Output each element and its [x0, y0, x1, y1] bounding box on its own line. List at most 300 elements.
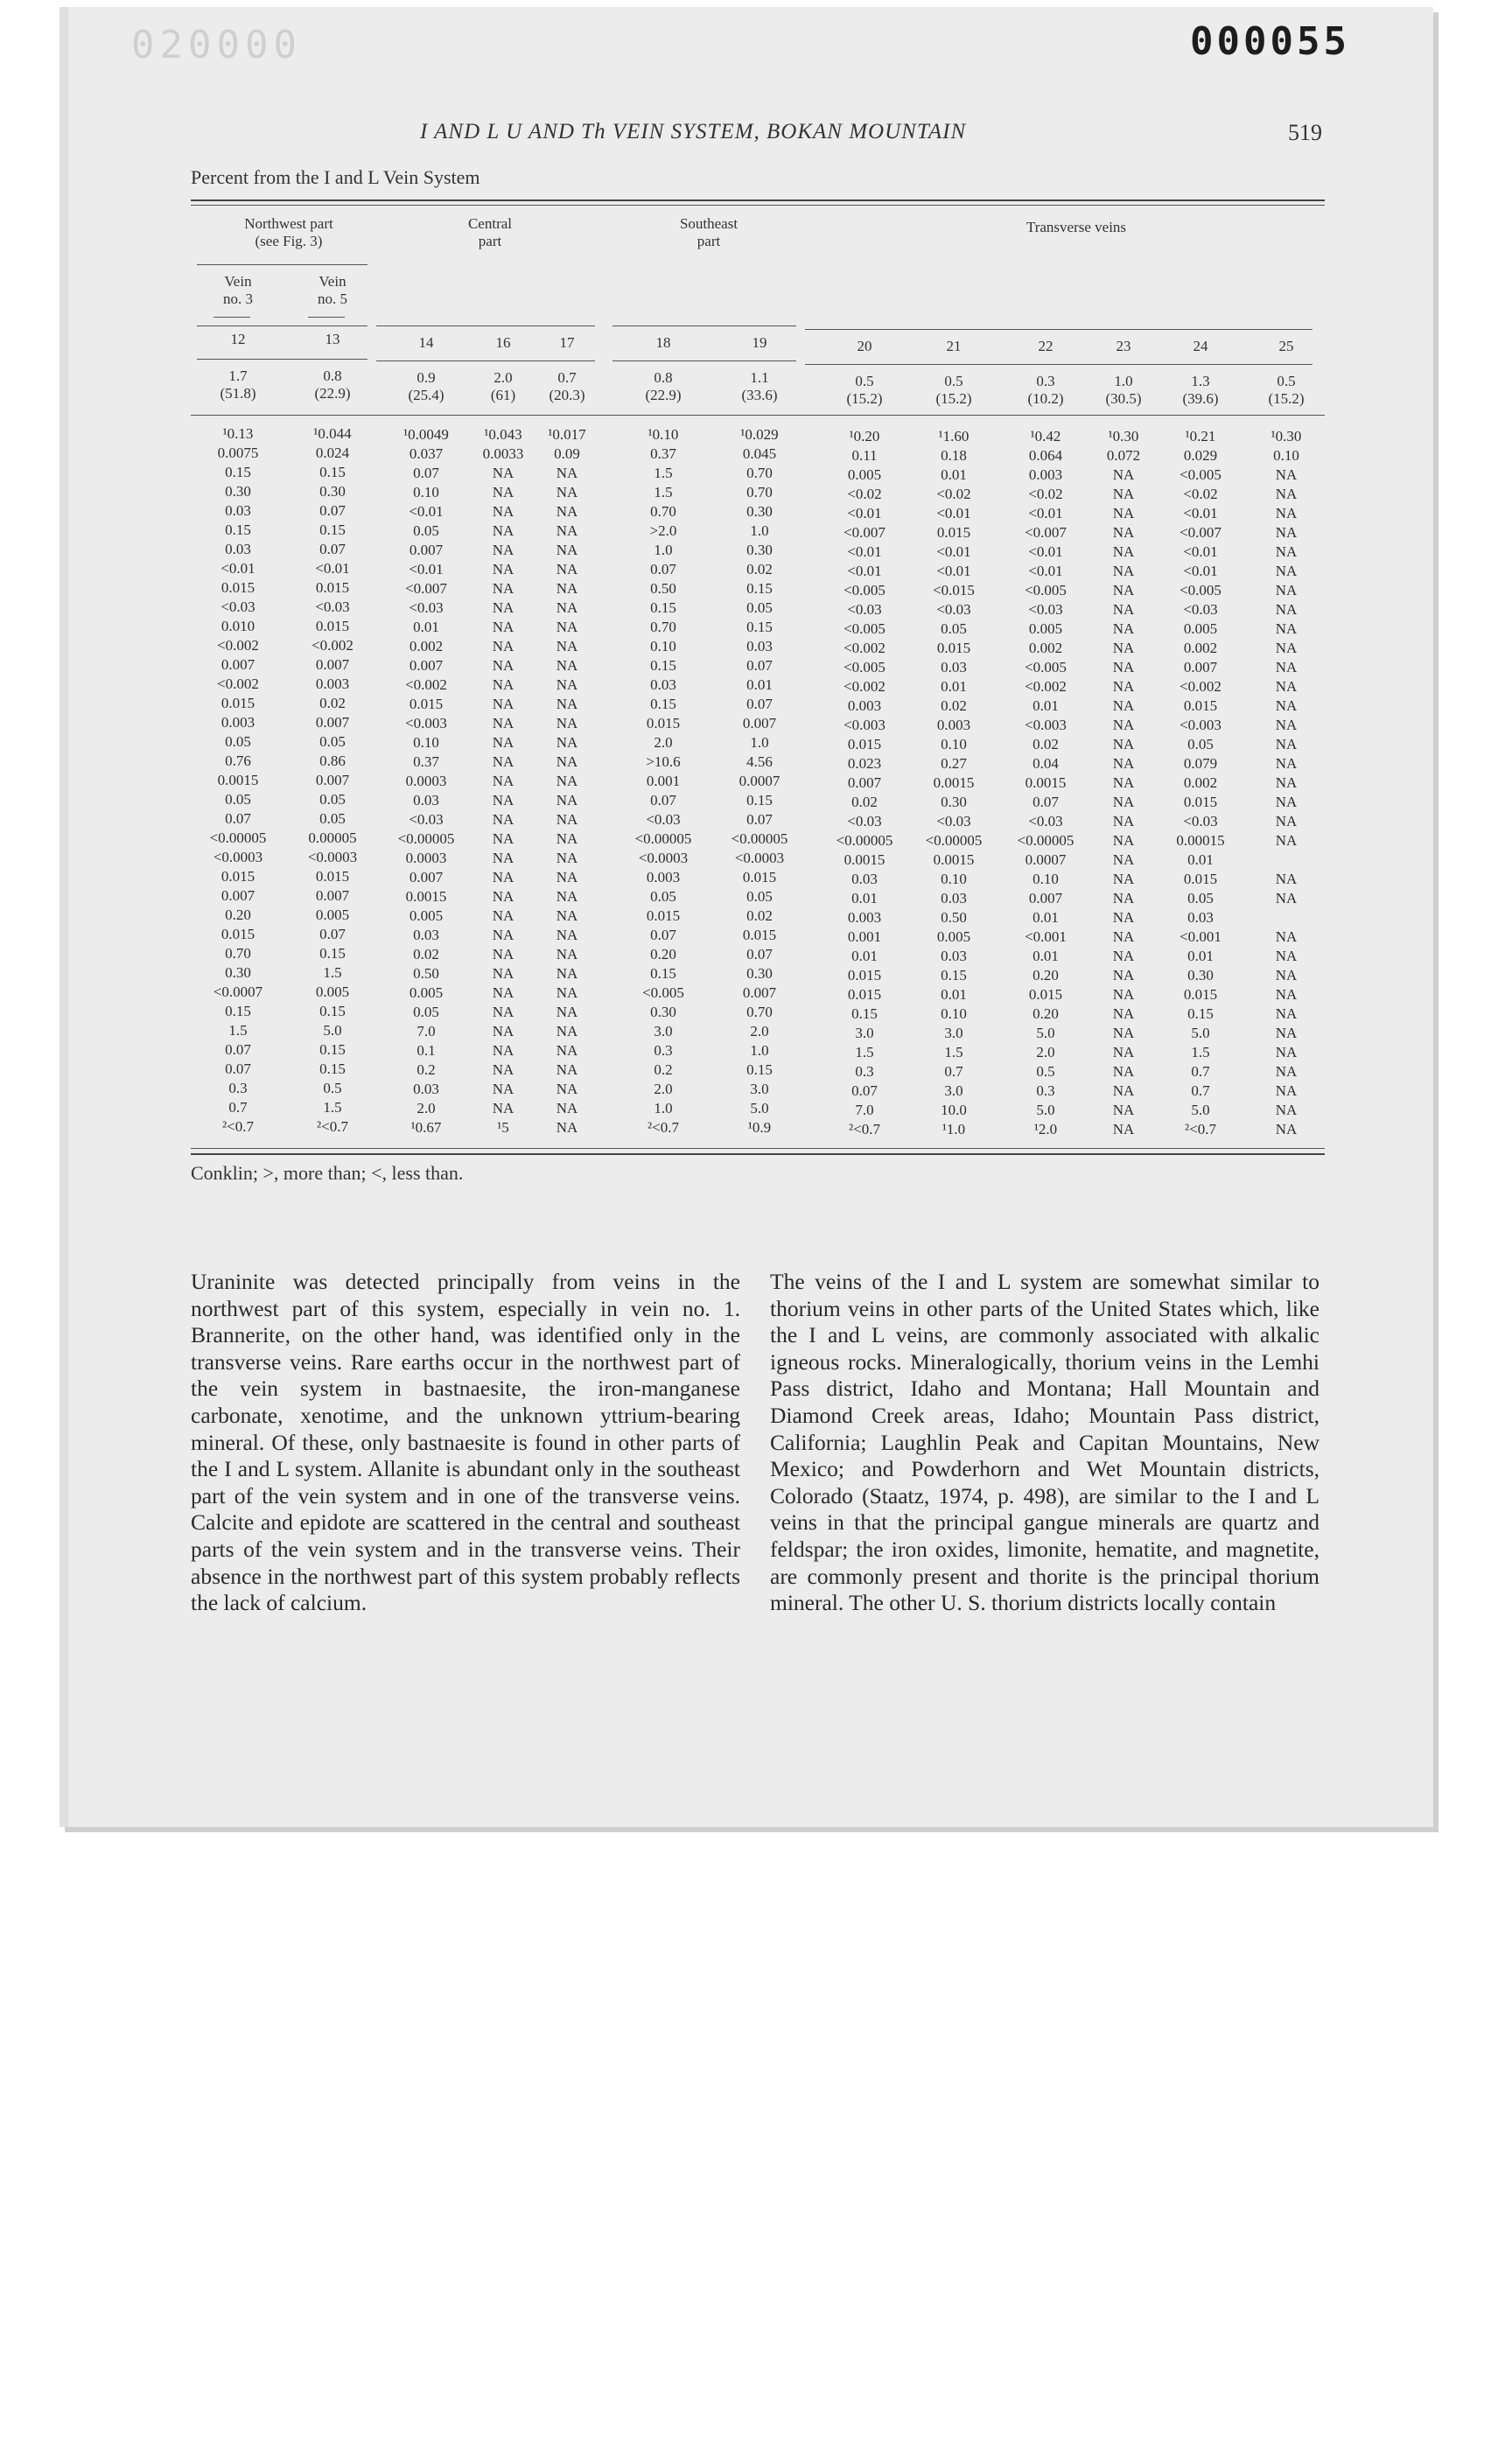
table-cell: NA: [492, 619, 514, 635]
table-cell: NA: [1112, 1121, 1135, 1138]
table-cell: NA: [1275, 601, 1298, 618]
vein3-underline: [214, 317, 250, 318]
table-cell: <0.01: [315, 560, 350, 577]
table-cell: 1.0: [654, 1100, 673, 1116]
sample-number: 20: [857, 338, 872, 354]
table-cell: 2.0: [654, 734, 673, 751]
group-header-central: Central part: [467, 215, 513, 249]
table-cell: 0.0015: [217, 772, 259, 788]
table-cell: <0.005: [1180, 466, 1222, 483]
width-value: 0.5 (15.2): [935, 373, 972, 407]
table-cell: NA: [1112, 1063, 1135, 1080]
table-cell: NA: [556, 1081, 578, 1097]
northwest-underline: [197, 264, 368, 265]
table-cell: <0.03: [315, 598, 350, 615]
table-cell: 0.015: [315, 579, 350, 596]
table-cell: NA: [1275, 1082, 1298, 1099]
table-cell: NA: [492, 657, 514, 674]
sample-number: 16: [495, 334, 511, 351]
table-cell: NA: [492, 580, 514, 597]
table-cell: 0.01: [1187, 948, 1214, 964]
table-cell: 0.03: [413, 927, 439, 943]
table-cell: NA: [556, 522, 578, 539]
table-cell: 0.01: [1187, 851, 1214, 868]
table-cell: <0.015: [933, 582, 975, 598]
table-cell: <0.01: [1183, 543, 1218, 560]
table-cell: <0.03: [936, 601, 971, 618]
table-cell: NA: [492, 484, 514, 500]
table-cell: 0.3: [1036, 1082, 1055, 1099]
table-cell: NA: [556, 1023, 578, 1040]
table-cell: 0.5: [323, 1080, 342, 1096]
sample-number: 25: [1278, 338, 1294, 354]
table-cell: <0.0007: [213, 984, 263, 1000]
table-cell: NA: [492, 907, 514, 924]
table-cell: 0.30: [225, 964, 251, 981]
table-cell: 0.005: [1028, 620, 1063, 637]
table-cell: 2.0: [750, 1023, 769, 1040]
table-cell: 0.0075: [217, 444, 259, 461]
table-cell: NA: [492, 599, 514, 616]
table-cell: NA: [492, 1004, 514, 1020]
table-cell: 0.05: [319, 810, 346, 827]
table-cell: 0.002: [1183, 774, 1218, 791]
table-cell: 0.015: [847, 986, 882, 1003]
table-cell: <0.03: [409, 811, 444, 828]
table-cell: <0.002: [312, 637, 354, 654]
table-cell: 0.30: [746, 965, 773, 982]
table-cell: 0.007: [847, 774, 882, 791]
table-cell: NA: [1112, 659, 1135, 676]
table-cell: NA: [556, 1042, 578, 1059]
table-cell: NA: [492, 1023, 514, 1040]
table-cell: NA: [556, 676, 578, 693]
table-cell: NA: [1112, 755, 1135, 772]
width-value: 1.7 (51.8): [220, 368, 256, 402]
table-cell: <0.0003: [734, 850, 785, 866]
table-cell: 0.015: [315, 618, 350, 634]
table-cell: <0.005: [1025, 582, 1067, 598]
table-cell: 0.007: [742, 715, 777, 732]
table-row: [0, 1080, 1312, 1099]
table-cell: NA: [492, 676, 514, 693]
table-cell: <0.001: [1180, 928, 1222, 945]
table-cell: NA: [1112, 813, 1135, 830]
table-cell: 0.0015: [933, 774, 975, 791]
table-cell: NA: [1275, 967, 1298, 984]
table-cell: <0.005: [1180, 582, 1222, 598]
table-cell: <0.002: [217, 637, 259, 654]
width-value: 0.9 (25.4): [408, 369, 444, 403]
table-row: [0, 502, 1312, 522]
table-cell: ²<0.7: [1185, 1121, 1216, 1138]
table-cell: 0.03: [1187, 909, 1214, 926]
table-cell: <0.005: [642, 984, 684, 1001]
table-row: [0, 598, 1312, 618]
table-cell: NA: [556, 580, 578, 597]
table-cell: 1.0: [750, 734, 769, 751]
table-cell: 0.15: [319, 945, 346, 962]
table-cell: 0.015: [936, 524, 971, 541]
table-cell: <0.01: [1028, 505, 1063, 522]
sample-number: 19: [752, 334, 767, 351]
width-value: 2.0 (61): [490, 369, 516, 403]
table-cell: 0.07: [746, 696, 773, 712]
table-row: [0, 483, 1312, 502]
table-cell: NA: [556, 619, 578, 635]
table-cell: NA: [1112, 543, 1135, 560]
table-cell: 5.0: [1036, 1102, 1055, 1118]
table-cell: NA: [1275, 466, 1298, 483]
table-cell: 0.07: [319, 541, 346, 557]
table-cell: 1.5: [944, 1044, 963, 1060]
table-cell: 0.10: [1032, 871, 1059, 887]
table-cell: <0.001: [1025, 928, 1067, 945]
table-cell: 0.30: [225, 483, 251, 500]
table-cell: 0.01: [413, 619, 439, 635]
table-cell: NA: [1275, 697, 1298, 714]
body-text-right-column: The veins of the I and L system are somewhat similar to thorium veins in other parts of the United States which, like the I and L veins, are commonly associated with alkalic igneous rocks. Mineralogically, thorium veins in the Lemhi Pass district, Idaho and Montana; Hall Mountain and Diamond Creek areas, Idaho; Mountain Pass district, California; Laughlin Peak and Capitan Mountains, New Mexico; and Powderhorn and Wet Mountain districts, Colorado (Staatz, 1974, p. 498), are similar to the I and L veins in that the principal gangue minerals are quartz and feldspar; the iron oxides, limonite, hematite, and magnetite, are commonly present and thorite is the principal thorium mineral. The other U. S. thorium districts locally contain: [770, 1269, 1320, 1616]
table-cell: NA: [1275, 774, 1298, 791]
table-cell: <0.02: [1028, 486, 1063, 502]
table-cell: 0.30: [650, 1004, 676, 1020]
table-cell: 0.2: [654, 1061, 673, 1078]
table-cell: 0.20: [1032, 1005, 1059, 1022]
table-cell: 0.05: [746, 599, 773, 616]
table-cell: 0.15: [650, 657, 676, 674]
table-cell: 0.15: [746, 580, 773, 597]
width-value: 0.7 (20.3): [549, 369, 585, 403]
table-cell: 0.005: [409, 907, 444, 924]
table-cell: NA: [492, 792, 514, 808]
table-cell: <0.007: [405, 580, 447, 597]
table-cell: NA: [492, 734, 514, 751]
table-cell: NA: [1112, 524, 1135, 541]
table-cell: <0.01: [936, 563, 971, 579]
table-cell: 0.010: [220, 618, 256, 634]
table-cell: NA: [1275, 948, 1298, 964]
table-cell: 0.20: [225, 906, 251, 923]
table-cell: 0.7: [1191, 1082, 1210, 1099]
table-cell: NA: [1275, 620, 1298, 637]
table-cell: 0.015: [742, 869, 777, 886]
table-cell: 0.05: [941, 620, 967, 637]
table-cell: 0.007: [220, 887, 256, 904]
table-cell: 0.03: [413, 1081, 439, 1097]
table-cell: <0.00005: [836, 832, 893, 849]
table-cell: 0.007: [1028, 890, 1063, 906]
table-cell: 0.15: [746, 1061, 773, 1078]
table-cell: NA: [1112, 736, 1135, 752]
table-cell: 0.015: [1183, 794, 1218, 810]
table-cell: <0.01: [936, 543, 971, 560]
table-cell: 0.70: [746, 465, 773, 481]
table-cell: 0.0007: [1025, 851, 1067, 868]
table-cell: NA: [492, 696, 514, 712]
table-cell: 0.072: [1106, 447, 1141, 464]
table-cell: 0.02: [1032, 736, 1059, 752]
width-underline-nw: [197, 359, 368, 360]
table-cell: 0.002: [1183, 640, 1218, 656]
table-cell: 0.70: [746, 484, 773, 500]
table-cell: ¹0.42: [1030, 428, 1061, 444]
table-cell: 0.05: [413, 522, 439, 539]
table-cell: NA: [556, 484, 578, 500]
table-cell: NA: [1275, 832, 1298, 849]
table-cell: 0.015: [220, 579, 256, 596]
table-cell: NA: [1275, 736, 1298, 752]
table-top-rule: [191, 200, 1325, 201]
table-cell: 0.10: [1273, 447, 1299, 464]
table-cell: 0.15: [319, 1003, 346, 1019]
table-cell: 0.07: [650, 927, 676, 943]
table-cell: 1.0: [654, 542, 673, 558]
table-cell: 0.0015: [405, 888, 447, 905]
table-cell: 0.05: [319, 791, 346, 808]
table-cell: 0.02: [851, 794, 878, 810]
table-cell: NA: [1275, 871, 1298, 887]
table-cell: NA: [556, 792, 578, 808]
table-cell: ¹0.13: [222, 425, 254, 442]
table-cell: 0.50: [650, 580, 676, 597]
table-cell: NA: [1275, 486, 1298, 502]
table-cell: NA: [1275, 543, 1298, 560]
table-cell: 0.007: [315, 887, 350, 904]
table-cell: 0.015: [1183, 871, 1218, 887]
table-top-rule-inner: [191, 205, 1325, 206]
table-cell: NA: [1112, 948, 1135, 964]
table-cell: 1.5: [228, 1022, 248, 1039]
table-cell: NA: [1275, 890, 1298, 906]
table-cell: 0.20: [650, 946, 676, 962]
body-text-left-column: Uraninite was detected principally from veins in the northwest part of this system, especially in vein no. 1. Brannerite, on the other hand, was identified only in the transverse veins. Rare earths occur in the northwest part of the vein system in bastnaesite, the iron-manganese carbonate, xenotime, and the unknown yttrium-bearing mineral. Of these, only bastnaesite is found in other parts of the I and L system. Allanite is abundant only in the southeast part of the vein system and in one of the transverse veins. Calcite and epidote are scattered in the central and southeast parts of the vein system and in the transverse veins. Their absence in the northwest part of this system probably reflects the lack of calcium.: [191, 1269, 740, 1616]
table-cell: NA: [556, 465, 578, 481]
table-cell: 5.0: [750, 1100, 769, 1116]
table-cell: 0.01: [941, 466, 967, 483]
table-cell: 0.015: [646, 907, 681, 924]
table-cell: NA: [1112, 466, 1135, 483]
table-cell: NA: [1275, 659, 1298, 676]
table-row: [0, 425, 1312, 444]
table-cell: NA: [492, 561, 514, 578]
table-cell: 7.0: [416, 1023, 436, 1040]
table-cell: ¹0.043: [484, 426, 522, 443]
table-cell: 0.00005: [308, 830, 357, 846]
table-cell: 0.15: [225, 464, 251, 480]
table-cell: <0.0003: [307, 849, 358, 865]
table-cell: 0.045: [742, 445, 777, 462]
table-cell: 0.07: [746, 657, 773, 674]
table-cell: <0.00005: [634, 830, 692, 847]
table-cell: 0.07: [650, 561, 676, 578]
table-cell: NA: [492, 503, 514, 520]
table-cell: NA: [556, 561, 578, 578]
table-cell: 0.03: [851, 871, 878, 887]
table-cell: <0.00005: [925, 832, 983, 849]
table-cell: ²<0.7: [222, 1118, 254, 1135]
table-cell: NA: [1112, 505, 1135, 522]
table-caption: Percent from the I and L Vein System: [191, 166, 480, 188]
table-cell: 1.5: [855, 1044, 874, 1060]
table-cell: <0.03: [1028, 601, 1063, 618]
table-cell: 5.0: [1036, 1025, 1055, 1041]
table-cell: 0.30: [1187, 967, 1214, 984]
table-cell: 0.07: [746, 946, 773, 962]
table-row: [0, 1022, 1312, 1041]
table-cell: 0.03: [941, 659, 967, 676]
table-cell: NA: [556, 907, 578, 924]
page-number: 519: [1288, 120, 1322, 145]
table-cell: NA: [492, 830, 514, 847]
table-cell: <0.03: [936, 813, 971, 830]
width-value: 0.5 (15.2): [1268, 373, 1305, 407]
table-cell: NA: [556, 888, 578, 905]
table-cell: 0.003: [847, 697, 882, 714]
table-cell: ²<0.7: [849, 1121, 880, 1138]
table-cell: <0.01: [847, 543, 882, 560]
table-cell: <0.03: [1183, 601, 1218, 618]
table-cell: ¹0.10: [648, 426, 679, 443]
table-cell: <0.007: [1025, 524, 1067, 541]
table-row: [0, 752, 1312, 772]
table-cell: 0.015: [220, 926, 256, 942]
table-cell: 2.0: [1036, 1044, 1055, 1060]
table-cell: NA: [556, 946, 578, 962]
table-cell: NA: [492, 811, 514, 828]
table-row: [0, 733, 1312, 752]
table-cell: 0.029: [1183, 447, 1218, 464]
table-cell: 0.1: [416, 1042, 436, 1059]
table-cell: 0.001: [847, 928, 882, 945]
table-cell: 0.5: [1036, 1063, 1055, 1080]
table-cell: NA: [556, 734, 578, 751]
table-cell: NA: [556, 542, 578, 558]
table-cell: ¹2.0: [1033, 1121, 1058, 1138]
table-cell: 0.20: [1032, 967, 1059, 984]
table-cell: 0.10: [650, 638, 676, 654]
table-cell: 0.007: [742, 984, 777, 1001]
table-cell: 1.5: [323, 964, 342, 981]
table-cell: NA: [556, 773, 578, 789]
table-cell: 0.079: [1183, 755, 1218, 772]
table-cell: NA: [1275, 986, 1298, 1003]
table-cell: NA: [556, 503, 578, 520]
table-cell: 4.56: [746, 753, 773, 770]
table-cell: NA: [1112, 1102, 1135, 1118]
table-cell: 0.015: [1028, 986, 1063, 1003]
table-cell: NA: [492, 927, 514, 943]
sample-number: 24: [1193, 338, 1208, 354]
width-value: 1.0 (30.5): [1105, 373, 1142, 407]
table-cell: 0.005: [1183, 620, 1218, 637]
table-cell: NA: [1112, 832, 1135, 849]
table-cell: 0.07: [225, 810, 251, 827]
table-cell: 0.015: [409, 696, 444, 712]
table-cell: NA: [556, 1004, 578, 1020]
table-cell: 0.03: [413, 792, 439, 808]
table-cell: 0.07: [225, 1060, 251, 1077]
sample-number: 22: [1038, 338, 1054, 354]
table-cell: 0.10: [941, 1005, 967, 1022]
table-cell: NA: [1112, 582, 1135, 598]
group-header-northwest: Northwest part (see Fig. 3): [244, 215, 333, 249]
table-bottom-rule-outer: [191, 1153, 1325, 1155]
table-cell: 0.015: [220, 868, 256, 885]
table-row: [0, 772, 1312, 791]
table-cell: <0.003: [405, 715, 447, 732]
table-cell: 0.30: [941, 794, 967, 810]
group-header-transverse: Transverse veins: [1026, 219, 1127, 235]
table-cell: <0.0003: [638, 850, 689, 866]
table-cell: 0.015: [847, 967, 882, 984]
table-cell: ²<0.7: [648, 1119, 679, 1136]
table-cell: NA: [492, 522, 514, 539]
table-cell: 0.01: [1032, 697, 1059, 714]
table-cell: 0.03: [225, 541, 251, 557]
table-cell: 0.007: [1183, 659, 1218, 676]
table-cell: 0.03: [941, 890, 967, 906]
table-cell: 0.01: [851, 948, 878, 964]
table-cell: 1.5: [323, 1099, 342, 1116]
table-cell: 0.002: [409, 638, 444, 654]
table-cell: 0.10: [941, 871, 967, 887]
table-cell: 1.5: [1191, 1044, 1210, 1060]
table-cell: 0.50: [941, 909, 967, 926]
table-cell: ¹0.21: [1185, 428, 1216, 444]
table-cell: NA: [1275, 505, 1298, 522]
table-row: [0, 695, 1312, 714]
table-row: [0, 791, 1312, 810]
table-cell: NA: [492, 1042, 514, 1059]
table-cell: <0.002: [844, 640, 886, 656]
table-cell: 0.0007: [738, 773, 780, 789]
table-cell: 0.05: [225, 733, 251, 750]
table-row: [0, 887, 1312, 906]
document-stamp-number: 000055: [1190, 19, 1350, 64]
width-underline-southeast: [612, 360, 796, 361]
table-cell: 0.005: [315, 906, 350, 923]
table-cell: NA: [556, 753, 578, 770]
table-cell: 0.70: [650, 503, 676, 520]
table-cell: ²<0.7: [317, 1118, 348, 1135]
table-cell: 0.01: [851, 890, 878, 906]
width-value: 1.3 (39.6): [1182, 373, 1219, 407]
width-underline-transverse: [805, 364, 1312, 365]
table-cell: 0.02: [746, 907, 773, 924]
table-cell: <0.03: [847, 813, 882, 830]
table-cell: NA: [492, 715, 514, 732]
table-cell: 0.07: [650, 792, 676, 808]
sample-number: 17: [559, 334, 575, 351]
table-cell: NA: [492, 984, 514, 1001]
table-cell: 0.003: [936, 717, 971, 733]
table-cell: 0.10: [413, 484, 439, 500]
table-cell: 0.064: [1028, 447, 1063, 464]
table-cell: <0.02: [1183, 486, 1218, 502]
table-cell: 0.01: [1032, 948, 1059, 964]
table-cell: <0.03: [220, 598, 256, 615]
table-row: [0, 618, 1312, 637]
table-cell: 0.10: [413, 734, 439, 751]
table-cell: 0.015: [220, 695, 256, 711]
header-bottom-rule: [191, 415, 1325, 416]
table-cell: 5.0: [1191, 1025, 1210, 1041]
table-cell: <0.02: [847, 486, 882, 502]
table-cell: NA: [1112, 678, 1135, 695]
table-cell: 3.0: [750, 1081, 769, 1097]
table-cell: 0.0015: [933, 851, 975, 868]
table-cell: 0.02: [413, 946, 439, 962]
